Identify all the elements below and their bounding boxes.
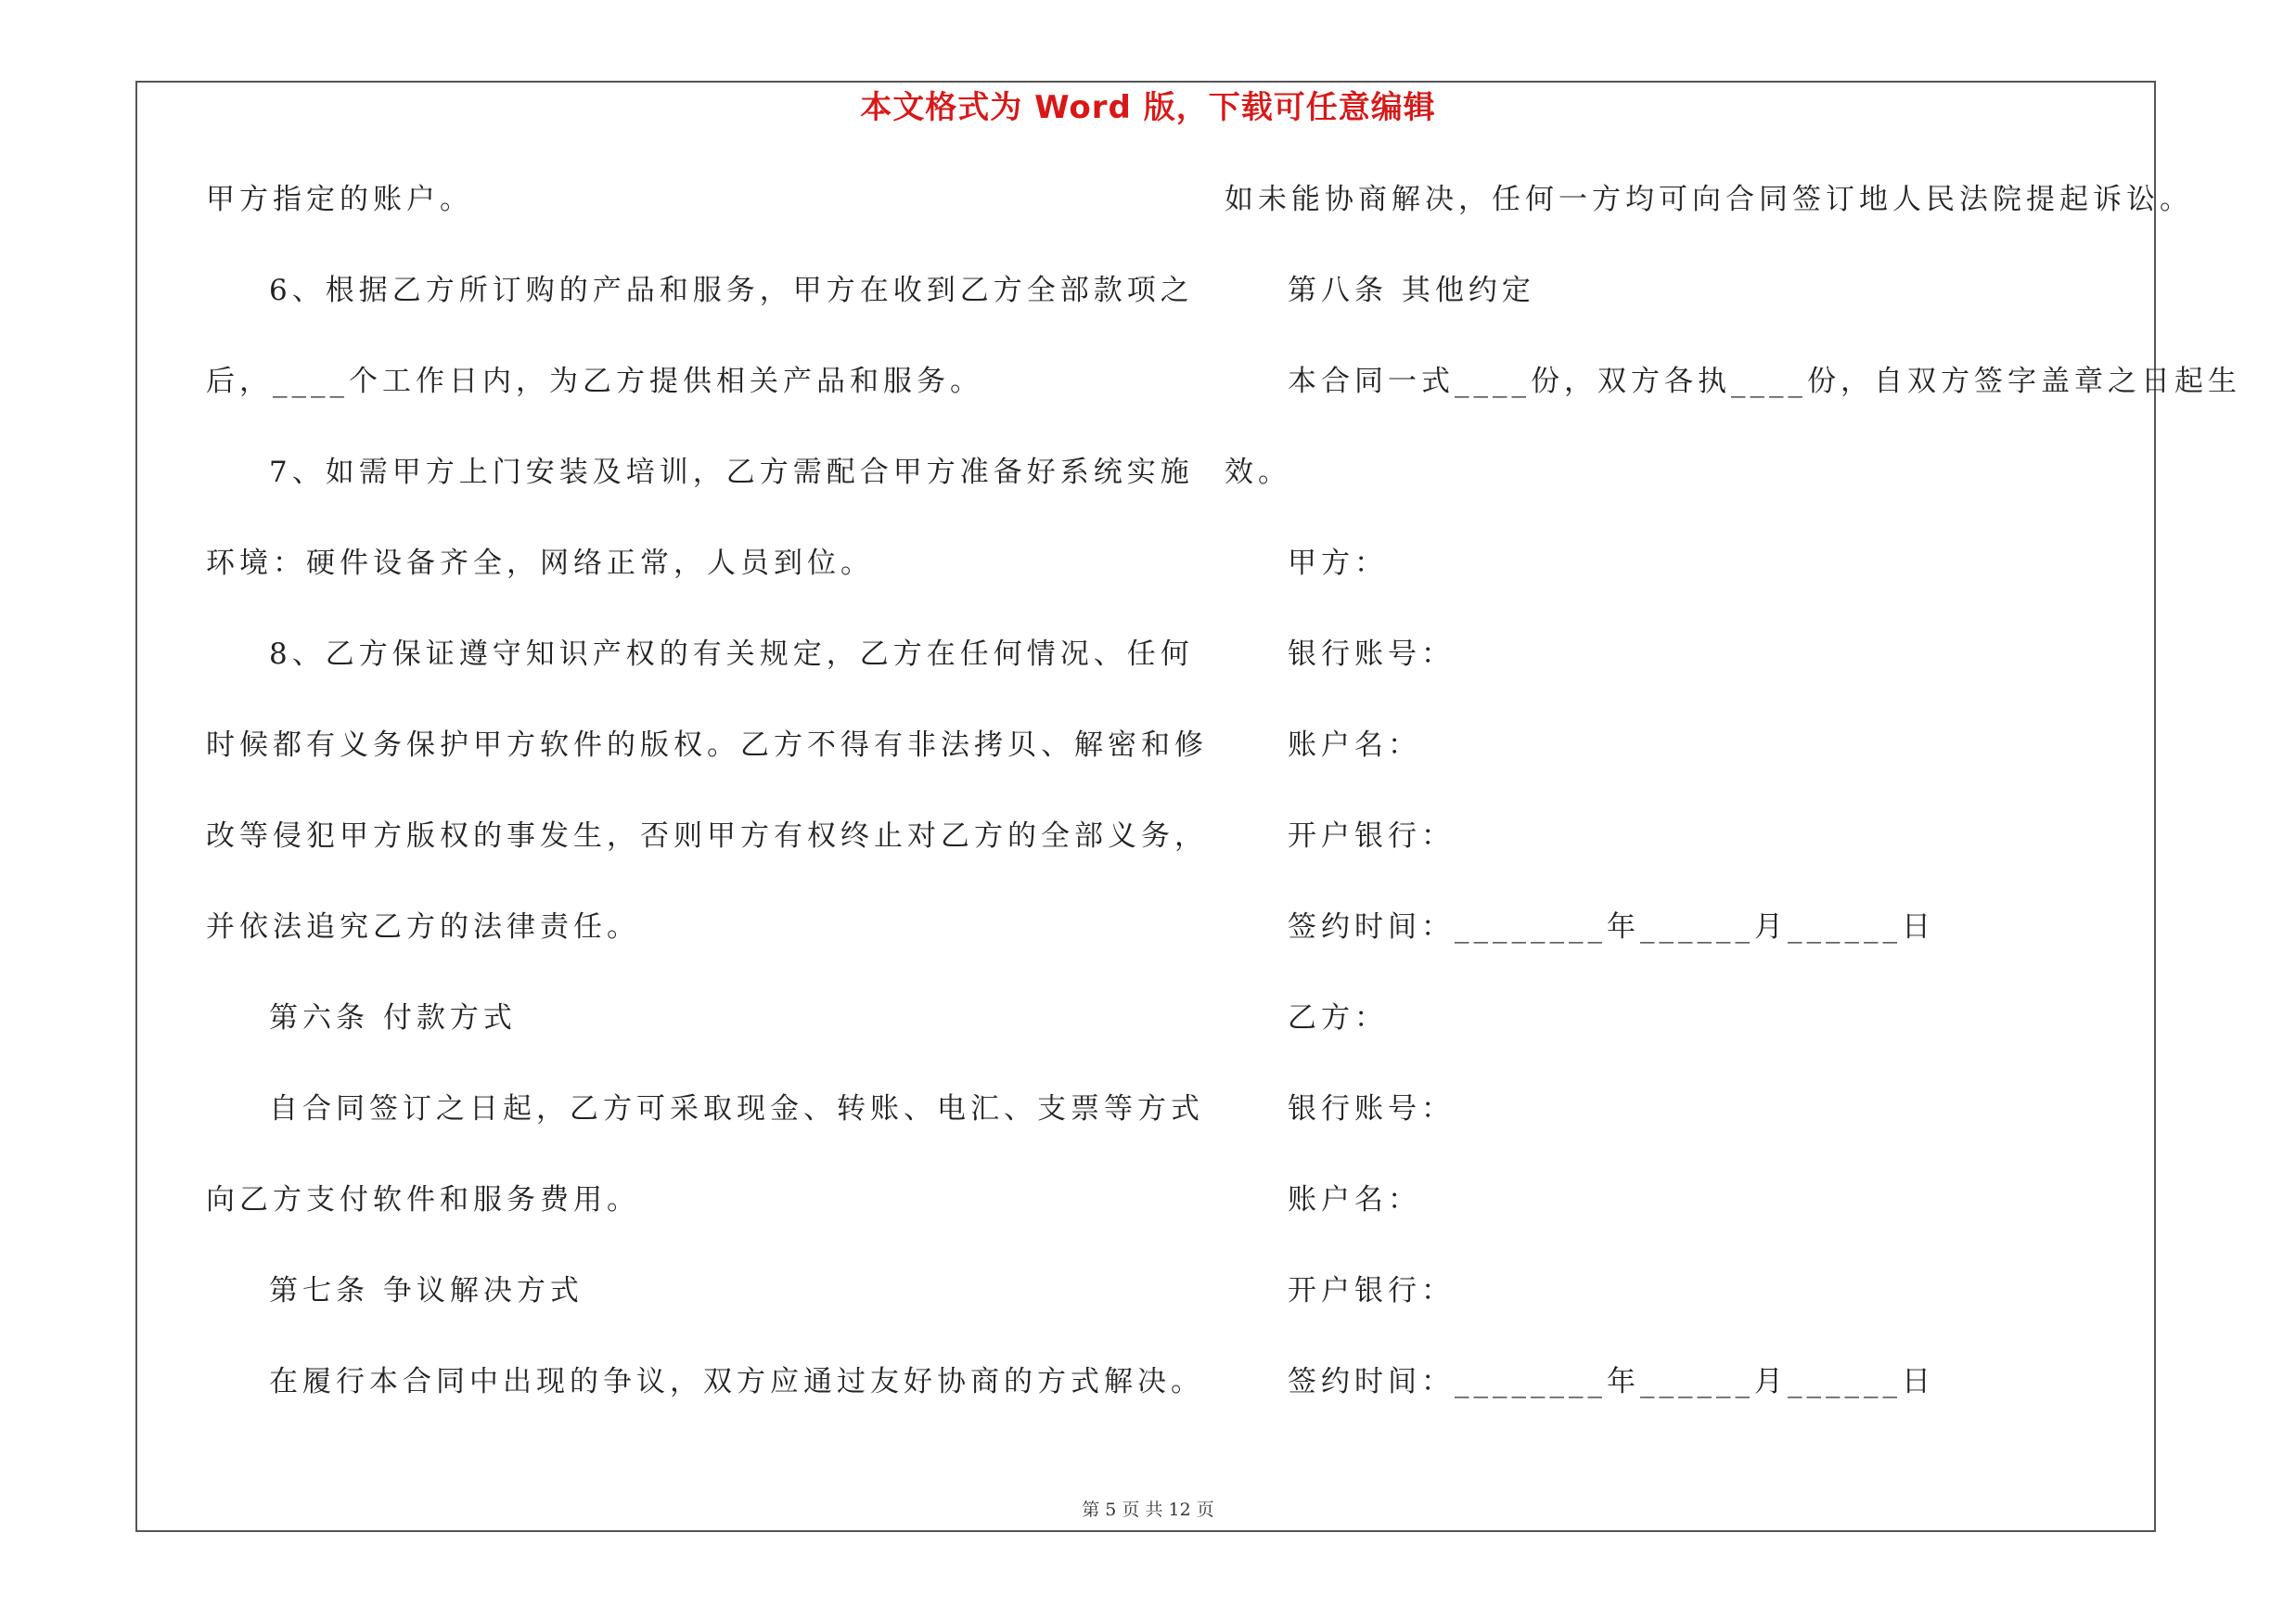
right-column [1225,181,2241,1454]
paragraph-line: 7、如需甲方上门安装及培训，乙方需配合甲方准备好系统实施 [269,456,1194,489]
paragraph-line: 向乙方支付软件和服务费用。 [206,1183,640,1217]
paragraph-line: 本合同一式____份，双方各执____份，自双方签字盖章之日起生 [1288,365,2241,398]
paragraph-line: 并依法追究乙方的法律责任。 [206,910,640,944]
paragraph-line: 环境：硬件设备齐全，网络正常，人员到位。 [206,547,874,580]
word-format-banner: 本文格式为 Word 版，下载可任意编辑 [860,89,1436,126]
bank-account-field: 银行账号： [1288,1092,1455,1126]
paragraph-line: 甲方指定的账户。 [206,183,473,216]
section-heading: 第六条 付款方式 [269,1001,517,1035]
page-number-footer: 第 5 页 共 12 页 [1082,1500,1214,1520]
party-a-label: 甲方： [1288,547,1388,580]
account-name-field: 账户名： [1288,1183,1421,1217]
left-column [206,181,1208,1454]
bank-account-field: 银行账号： [1288,638,1455,671]
paragraph-line: 效。 [1225,456,1291,489]
paragraph-line: 8、乙方保证遵守知识产权的有关规定，乙方在任何情况、任何 [269,638,1194,671]
section-heading: 第八条 其他约定 [1288,274,1535,307]
party-b-label: 乙方： [1288,1001,1388,1035]
paragraph-line: 在履行本合同中出现的争议，双方应通过友好协商的方式解决。 [269,1365,1204,1398]
account-name-field: 账户名： [1288,728,1421,762]
paragraph-line: 后，____个工作日内，为乙方提供相关产品和服务。 [206,365,983,398]
opening-bank-field: 开户银行： [1288,819,1455,853]
signing-date-field: 签约时间：________年______月______日 [1288,910,1935,944]
paragraph-line: 改等侵犯甲方版权的事发生，否则甲方有权终止对乙方的全部义务， [206,819,1208,853]
signing-date-field: 签约时间：________年______月______日 [1288,1365,1935,1398]
paragraph-line: 6、根据乙方所订购的产品和服务，甲方在收到乙方全部款项之 [269,274,1194,307]
paragraph-line: 时候都有义务保护甲方软件的版权。乙方不得有非法拷贝、解密和修 [206,728,1208,762]
opening-bank-field: 开户银行： [1288,1274,1455,1307]
paragraph-line: 自合同签订之日起，乙方可采取现金、转账、电汇、支票等方式 [269,1092,1204,1126]
section-heading: 第七条 争议解决方式 [269,1274,584,1307]
paragraph-line: 如未能协商解决，任何一方均可向合同签订地人民法院提起诉讼。 [1225,183,2193,216]
